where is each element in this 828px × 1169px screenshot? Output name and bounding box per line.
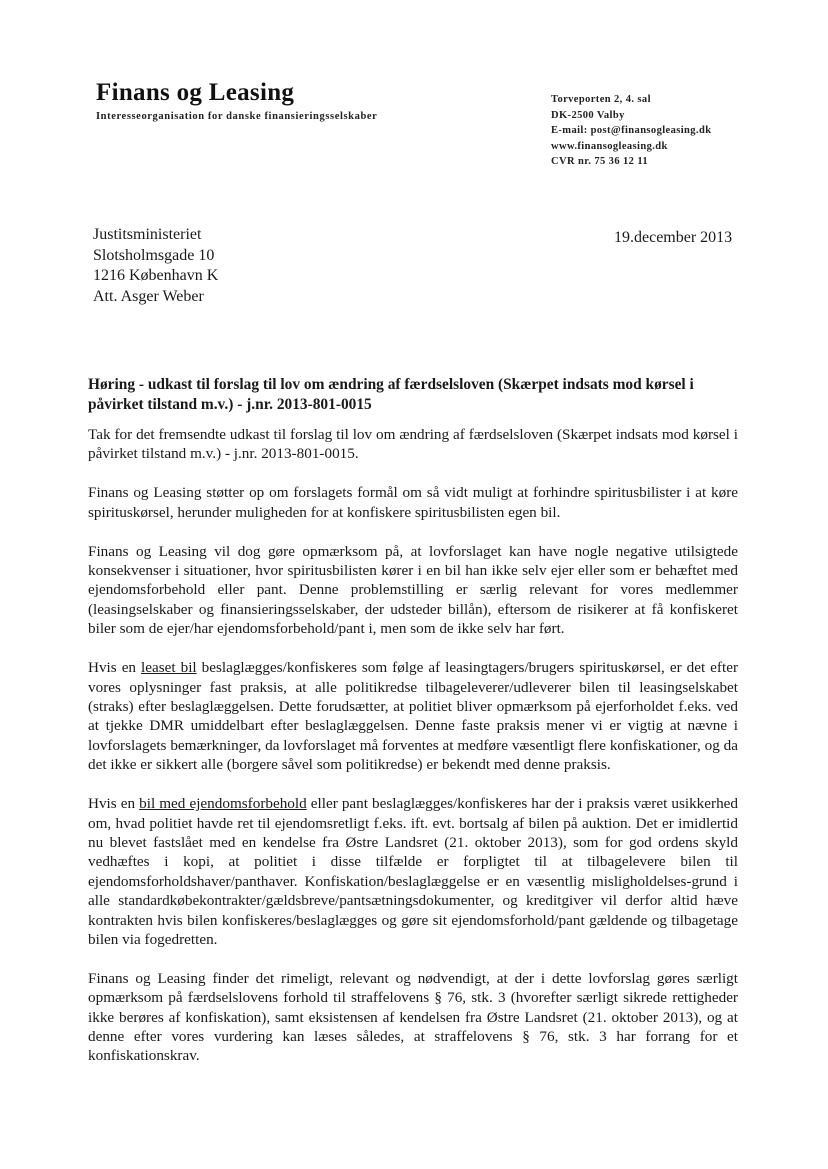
paragraph-text: beslaglægges/konfiskeres som følge af leasingtagers/brugers spirituskørsel, er det efter vores oplysninger fast praksis, at alle politikredse tilbageleverer/udleverer bilen til leasingselskabet (straks) efter beslaglæggelsen. Dette forudsætter, at politiet bliver opmærksom på ejerforholdet f.eks. ved at tjekke DMR umiddelbart efter beslaglæggelsen. Denne faste praksis mener vi er vigtig at nævne i lovforslagets bemærkninger, da lovforslaget må forventes at medføre væsentligt flere konfiskationer, og da det ikke er sikkert alle (borgere såvel som politikredse) er bekendt med denne praksis. xyxy=(88,659,739,774)
paragraph-text: Hvis en xyxy=(88,659,142,677)
contact-address: Torveporten 2, 4. sal xyxy=(551,94,651,105)
contact-email: E-mail: post@finansogleasing.dk xyxy=(551,125,712,137)
body-paragraph: Finans og Leasing vil dog gøre opmærksom på, at lovforslaget kan have nogle negative utilsigtede konsekvenser i situationer, hvor spiritusbilisten kører i en bil han ikke selv ejer eller som er behæftet med ejendomsforbehold eller pant. Denne problemstilling er særlig relevant for vores medlemmer (leasingselskaber og finansieringsselskaber, der udsteder billån), eftersom de risikerer at få konfiskeret biler som de ejer/har ejendomsforbehold/pant i, men som de ikke selv har ført. xyxy=(88,542,738,638)
underlined-term: leaset bil xyxy=(141,659,197,677)
paragraph-text: eller pant beslaglægges/konfiskeres har der i praksis været usikkerhed om, hvad politiet havde ret til ejendomsretligt f.eks. ift. evt. bortsalg af bilen på auktion. Det er imidlertid nu blevet fastslået med en kendelse fra Østre Landsret (21. oktober 2013), som for god ordens skyld vedhæftes i kopi, at politiet i disse tilfælde er forpligtet til at tilbagelevere bilen til ejendomsforholdshaver/panthaver. Konfiskation/beslaglæggelse er en væsentlig misligholdelses-grund i alle standardkøbekontrakter/gældsbreve/pantsætningsdokumenter, og kreditgiver vil derfor altid hæve kontrakten hvis bilen konfiskeres/beslaglægges og gøre sit ejendomsforhold/pant gældende og tilbagetage bilen via fogedretten. xyxy=(88,795,739,948)
body-paragraph: Tak for det fremsendte udkast til forslag til lov om ændring af færdselsloven (Skærpet indsats mod kørsel i påvirket tilstand m.v.) - j.nr. 2013-801-0015. xyxy=(88,426,738,463)
contact-block xyxy=(551,92,711,170)
body-paragraph xyxy=(88,658,738,774)
letter-body xyxy=(88,425,738,1085)
recipient-line: 1216 København K xyxy=(93,267,219,284)
body-paragraph: Finans og Leasing finder det rimeligt, relevant og nødvendigt, at der i dette lovforslag gøres særligt opmærksom på færdselslovens forhold til straffelovens § 76, stk. 3 (hvorefter særligt sikrede rettigheder ikke berøres af konfiskation), samt eksistensen af kendelsen fra Østre Landsret (21. oktober 2013), og at denne efter vores vurdering kan læses således, at straffelovens § 76, stk. 3 har forrang for et konfiskationskrav. xyxy=(88,969,738,1065)
contact-postal: DK-2500 Valby xyxy=(551,109,625,121)
underlined-term: bil med ejendomsforbehold xyxy=(139,795,307,813)
letter-date: 19.december 2013 xyxy=(614,229,733,246)
contact-website: www.finansogleasing.dk xyxy=(551,140,668,152)
recipient-line: Justitsministeriet xyxy=(93,226,202,243)
paragraph-text: Hvis en xyxy=(88,795,140,813)
recipient-line: Slotsholmsgade 10 xyxy=(93,246,215,264)
org-name: Finans og Leasing xyxy=(96,79,295,106)
body-paragraph: Finans og Leasing støtter op om forslagets formål om så vidt muligt at forhindre spiritusbilister i at køre spirituskørsel, herunder muligheden for at konfiskere spiritusbilisten egen bil. xyxy=(88,484,738,521)
body-paragraph xyxy=(88,794,738,949)
recipient-line: Att. Asger Weber xyxy=(93,287,204,305)
recipient-block xyxy=(93,225,218,307)
org-subtitle: Interesseorganisation for danske finansieringsselskaber xyxy=(96,111,378,122)
letter-subject: Høring - udkast til forslag til lov om ændring af færdselsloven (Skærpet indsats mod kørsel i påvirket tilstand m.v.) - j.nr. 2013-801-0015 xyxy=(88,376,694,413)
contact-cvr: CVR nr. 75 36 12 11 xyxy=(551,156,649,168)
